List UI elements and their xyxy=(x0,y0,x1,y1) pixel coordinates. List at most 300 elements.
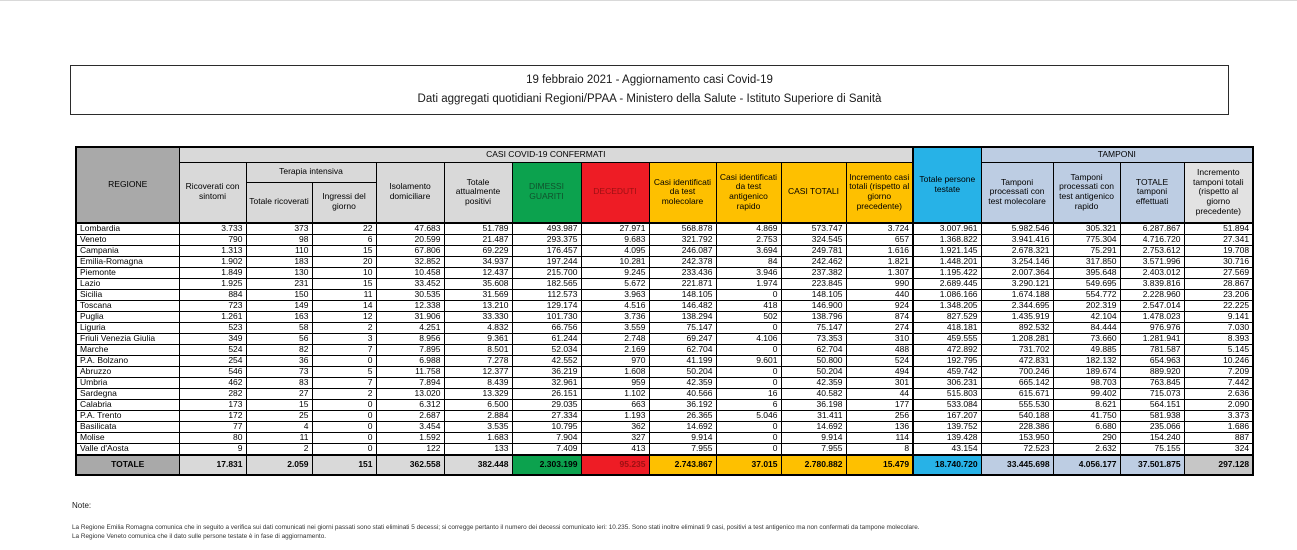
value-cell: 7.955 xyxy=(781,443,846,454)
value-cell: 11 xyxy=(246,432,312,443)
col-header-ricoverati-con-sintomi: Ricoverati con sintomi xyxy=(179,162,246,223)
value-cell: 0 xyxy=(312,355,376,366)
value-cell: 324.545 xyxy=(781,234,846,245)
value-cell: 56 xyxy=(246,333,312,344)
value-cell: 3.941.416 xyxy=(981,234,1053,245)
value-cell: 12.377 xyxy=(444,366,512,377)
value-cell: 3 xyxy=(312,333,376,344)
value-cell: 1.921.145 xyxy=(913,245,981,256)
value-cell: 20.599 xyxy=(376,234,444,245)
value-cell: 8.393 xyxy=(1184,333,1253,344)
value-cell: 139.752 xyxy=(913,421,981,432)
value-cell: 1.435.919 xyxy=(981,311,1053,322)
value-cell: 990 xyxy=(846,278,913,289)
value-cell: 306.231 xyxy=(913,377,981,388)
region-name-cell: Sicilia xyxy=(76,289,179,300)
table-row xyxy=(76,377,1253,388)
value-cell: 472.831 xyxy=(981,355,1053,366)
value-cell: 3.963 xyxy=(581,289,649,300)
value-cell: 136 xyxy=(846,421,913,432)
value-cell: 2 xyxy=(246,443,312,454)
value-cell: 43.154 xyxy=(913,443,981,454)
value-cell: 10.281 xyxy=(581,256,649,267)
value-cell: 1.902 xyxy=(179,256,246,267)
value-cell: 80 xyxy=(179,432,246,443)
value-cell: 27.341 xyxy=(1184,234,1253,245)
value-cell: 25 xyxy=(246,410,312,421)
value-cell: 149 xyxy=(246,300,312,311)
value-cell: 413 xyxy=(581,443,649,454)
value-cell: 657 xyxy=(846,234,913,245)
value-cell: 8.621 xyxy=(1053,399,1120,410)
value-cell: 1.313 xyxy=(179,245,246,256)
value-cell: 8.956 xyxy=(376,333,444,344)
value-cell: 154.240 xyxy=(1120,432,1184,443)
value-cell: 889.920 xyxy=(1120,366,1184,377)
value-cell: 148.105 xyxy=(781,289,846,300)
value-cell: 163 xyxy=(246,311,312,322)
value-cell: 2.403.012 xyxy=(1120,267,1184,278)
value-cell: 114 xyxy=(846,432,913,443)
region-name-cell: Calabria xyxy=(76,399,179,410)
value-cell: 5.672 xyxy=(581,278,649,289)
value-cell: 274 xyxy=(846,322,913,333)
region-name-cell: Emilia-Romagna xyxy=(76,256,179,267)
value-cell: 502 xyxy=(716,311,781,322)
value-cell: 1.683 xyxy=(444,432,512,443)
value-cell: 62.704 xyxy=(781,344,846,355)
table-row xyxy=(76,421,1253,432)
value-cell: 9.601 xyxy=(716,355,781,366)
value-cell: 72.523 xyxy=(981,443,1053,454)
value-cell: 47.683 xyxy=(376,223,444,234)
value-cell: 202.319 xyxy=(1053,300,1120,311)
total-value-cell: 362.558 xyxy=(376,455,444,475)
value-cell: 3.007.961 xyxy=(913,223,981,234)
value-cell: 1.849 xyxy=(179,267,246,278)
value-cell: 3.454 xyxy=(376,421,444,432)
value-cell: 494 xyxy=(846,366,913,377)
value-cell: 32.852 xyxy=(376,256,444,267)
value-cell: 150 xyxy=(246,289,312,300)
value-cell: 41.199 xyxy=(649,355,716,366)
value-cell: 5 xyxy=(312,366,376,377)
value-cell: 472.892 xyxy=(913,344,981,355)
total-value-cell: 95.235 xyxy=(581,455,649,475)
value-cell: 2.007.364 xyxy=(981,267,1053,278)
banner-row xyxy=(76,147,1253,162)
note-line: La Regione Emilia Romagna comunica che in seguito a verifica sui dati comunicati nei giorni passati sono stati eliminati 5 decessi; si corregge pertanto il numero dei decessi comunicato ieri: 10.235. Sono stati inoltre eliminati 9 casi, positivi a test antigenico ma non confermati da tampone molecolare. xyxy=(72,524,920,531)
value-cell: 8.439 xyxy=(444,377,512,388)
value-cell: 1.616 xyxy=(846,245,913,256)
banner-casi-confermati: CASI COVID-19 CONFERMATI xyxy=(179,147,913,162)
value-cell: 546 xyxy=(179,366,246,377)
value-cell: 237.382 xyxy=(781,267,846,278)
value-cell: 12.437 xyxy=(444,267,512,278)
value-cell: 44 xyxy=(846,388,913,399)
value-cell: 12 xyxy=(312,311,376,322)
value-cell: 6 xyxy=(716,399,781,410)
value-cell: 84 xyxy=(716,256,781,267)
col-header-tamponi-antigenico: Tamponi processati con test antigenico rapido xyxy=(1053,162,1120,223)
value-cell: 99.402 xyxy=(1053,388,1120,399)
value-cell: 15 xyxy=(312,278,376,289)
value-cell: 9.141 xyxy=(1184,311,1253,322)
col-header-incremento-casi: Incremento casi totali (rispetto al giorno precedente) xyxy=(846,162,913,223)
value-cell: 35.608 xyxy=(444,278,512,289)
region-name-cell: Puglia xyxy=(76,311,179,322)
value-cell: 1.821 xyxy=(846,256,913,267)
notes-section xyxy=(72,501,1252,541)
value-cell: 327 xyxy=(581,432,649,443)
value-cell: 0 xyxy=(312,432,376,443)
value-cell: 36.198 xyxy=(781,399,846,410)
value-cell: 515.803 xyxy=(913,388,981,399)
value-cell: 1.208.281 xyxy=(981,333,1053,344)
value-cell: 129.174 xyxy=(512,300,581,311)
total-value-cell: 4.056.177 xyxy=(1053,455,1120,475)
value-cell: 2 xyxy=(312,388,376,399)
total-value-cell: 382.448 xyxy=(444,455,512,475)
value-cell: 146.900 xyxy=(781,300,846,311)
value-cell: 7 xyxy=(312,344,376,355)
value-cell: 6 xyxy=(312,234,376,245)
value-cell: 615.671 xyxy=(981,388,1053,399)
value-cell: 4.106 xyxy=(716,333,781,344)
value-cell: 2.689.445 xyxy=(913,278,981,289)
value-cell: 317.850 xyxy=(1053,256,1120,267)
value-cell: 75.291 xyxy=(1053,245,1120,256)
value-cell: 33.452 xyxy=(376,278,444,289)
value-cell: 3.946 xyxy=(716,267,781,278)
table-row xyxy=(76,267,1253,278)
value-cell: 10.246 xyxy=(1184,355,1253,366)
value-cell: 84.444 xyxy=(1053,322,1120,333)
value-cell: 42.359 xyxy=(781,377,846,388)
value-cell: 1.925 xyxy=(179,278,246,289)
col-header-tamponi-molecolare: Tamponi processati con test molecolare xyxy=(981,162,1053,223)
value-cell: 459.555 xyxy=(913,333,981,344)
value-cell: 77 xyxy=(179,421,246,432)
table-row xyxy=(76,322,1253,333)
value-cell: 177 xyxy=(846,399,913,410)
value-cell: 1.281.941 xyxy=(1120,333,1184,344)
value-cell: 233.436 xyxy=(649,267,716,278)
total-value-cell: 297.128 xyxy=(1184,455,1253,475)
value-cell: 112.573 xyxy=(512,289,581,300)
value-cell: 12.338 xyxy=(376,300,444,311)
value-cell: 69.247 xyxy=(649,333,716,344)
value-cell: 4 xyxy=(246,421,312,432)
value-cell: 7.409 xyxy=(512,443,581,454)
value-cell: 40.582 xyxy=(781,388,846,399)
value-cell: 3.571.996 xyxy=(1120,256,1184,267)
report-subtitle: Dati aggregati quotidiani Regioni/PPAA - Ministero della Salute - Istituto Superiore di Sanità xyxy=(417,93,882,105)
region-name-cell: Friuli Venezia Giulia xyxy=(76,333,179,344)
value-cell: 133 xyxy=(444,443,512,454)
value-cell: 2.678.321 xyxy=(981,245,1053,256)
value-cell: 554.772 xyxy=(1053,289,1120,300)
value-cell: 51.789 xyxy=(444,223,512,234)
value-cell: 1.686 xyxy=(1184,421,1253,432)
total-value-cell: 37.501.875 xyxy=(1120,455,1184,475)
value-cell: 73 xyxy=(246,366,312,377)
table-row xyxy=(76,245,1253,256)
value-cell: 75.155 xyxy=(1120,443,1184,454)
value-cell: 2.090 xyxy=(1184,399,1253,410)
table-row xyxy=(76,311,1253,322)
value-cell: 182.565 xyxy=(512,278,581,289)
value-cell: 73.353 xyxy=(781,333,846,344)
value-cell: 2.636 xyxy=(1184,388,1253,399)
value-cell: 715.073 xyxy=(1120,388,1184,399)
value-cell: 14.692 xyxy=(649,421,716,432)
value-cell: 827.529 xyxy=(913,311,981,322)
value-cell: 167.207 xyxy=(913,410,981,421)
value-cell: 6.988 xyxy=(376,355,444,366)
col-header-casi-test-antigenico: Casi identificati da test antigenico rapido xyxy=(716,162,781,223)
value-cell: 52.034 xyxy=(512,344,581,355)
value-cell: 1.368.822 xyxy=(913,234,981,245)
value-cell: 98 xyxy=(246,234,312,245)
col-header-regione: REGIONE xyxy=(76,147,179,223)
value-cell: 665.142 xyxy=(981,377,1053,388)
value-cell: 2.344.695 xyxy=(981,300,1053,311)
value-cell: 40.566 xyxy=(649,388,716,399)
region-name-cell: P.A. Trento xyxy=(76,410,179,421)
region-name-cell: Liguria xyxy=(76,322,179,333)
value-cell: 1.195.422 xyxy=(913,267,981,278)
total-value-cell: 2.780.882 xyxy=(781,455,846,475)
value-cell: 663 xyxy=(581,399,649,410)
value-cell: 5.145 xyxy=(1184,344,1253,355)
value-cell: 0 xyxy=(716,344,781,355)
value-cell: 31.411 xyxy=(781,410,846,421)
region-name-cell: Umbria xyxy=(76,377,179,388)
value-cell: 189.674 xyxy=(1053,366,1120,377)
value-cell: 0 xyxy=(312,421,376,432)
value-cell: 215.700 xyxy=(512,267,581,278)
value-cell: 73.660 xyxy=(1053,333,1120,344)
value-cell: 290 xyxy=(1053,432,1120,443)
value-cell: 1.674.188 xyxy=(981,289,1053,300)
value-cell: 293.375 xyxy=(512,234,581,245)
value-cell: 101.730 xyxy=(512,311,581,322)
value-cell: 153.950 xyxy=(981,432,1053,443)
value-cell: 7.278 xyxy=(444,355,512,366)
table-row xyxy=(76,234,1253,245)
value-cell: 2.753 xyxy=(716,234,781,245)
value-cell: 763.845 xyxy=(1120,377,1184,388)
col-header-ingressi-del-giorno: Ingressi del giorno xyxy=(312,182,376,223)
value-cell: 192.795 xyxy=(913,355,981,366)
value-cell: 62.704 xyxy=(649,344,716,355)
value-cell: 235.066 xyxy=(1120,421,1184,432)
value-cell: 23.206 xyxy=(1184,289,1253,300)
total-value-cell: 151 xyxy=(312,455,376,475)
value-cell: 51.894 xyxy=(1184,223,1253,234)
region-name-cell: Basilicata xyxy=(76,421,179,432)
value-cell: 1.307 xyxy=(846,267,913,278)
value-cell: 775.304 xyxy=(1053,234,1120,245)
value-cell: 130 xyxy=(246,267,312,278)
value-cell: 549.695 xyxy=(1053,278,1120,289)
value-cell: 27 xyxy=(246,388,312,399)
value-cell: 256 xyxy=(846,410,913,421)
value-cell: 148.105 xyxy=(649,289,716,300)
value-cell: 700.246 xyxy=(981,366,1053,377)
value-cell: 540.188 xyxy=(981,410,1053,421)
region-name-cell: Lazio xyxy=(76,278,179,289)
value-cell: 301 xyxy=(846,377,913,388)
value-cell: 231 xyxy=(246,278,312,289)
value-cell: 36.219 xyxy=(512,366,581,377)
report-title: 19 febbraio 2021 - Aggiornamento casi Covid-19 xyxy=(526,74,773,86)
value-cell: 223.845 xyxy=(781,278,846,289)
value-cell: 221.871 xyxy=(649,278,716,289)
value-cell: 0 xyxy=(716,366,781,377)
value-cell: 75.147 xyxy=(781,322,846,333)
value-cell: 10.458 xyxy=(376,267,444,278)
region-name-cell: Lombardia xyxy=(76,223,179,234)
value-cell: 723 xyxy=(179,300,246,311)
value-cell: 7.442 xyxy=(1184,377,1253,388)
region-name-cell: Toscana xyxy=(76,300,179,311)
value-cell: 254 xyxy=(179,355,246,366)
table-row xyxy=(76,399,1253,410)
value-cell: 122 xyxy=(376,443,444,454)
value-cell: 146.482 xyxy=(649,300,716,311)
value-cell: 0 xyxy=(716,443,781,454)
value-cell: 2 xyxy=(312,322,376,333)
region-name-cell: Sardegna xyxy=(76,388,179,399)
value-cell: 1.448.201 xyxy=(913,256,981,267)
value-cell: 6.287.867 xyxy=(1120,223,1184,234)
value-cell: 9.914 xyxy=(781,432,846,443)
value-cell: 418 xyxy=(716,300,781,311)
value-cell: 16 xyxy=(716,388,781,399)
value-cell: 4.869 xyxy=(716,223,781,234)
report-title-box xyxy=(70,65,1229,115)
value-cell: 781.587 xyxy=(1120,344,1184,355)
value-cell: 1.193 xyxy=(581,410,649,421)
col-header-totale-tamponi: TOTALE tamponi effettuati xyxy=(1120,162,1184,223)
value-cell: 36 xyxy=(246,355,312,366)
value-cell: 1.974 xyxy=(716,278,781,289)
value-cell: 790 xyxy=(179,234,246,245)
value-cell: 69.229 xyxy=(444,245,512,256)
col-header-deceduti: DECEDUTI xyxy=(581,162,649,223)
table-row xyxy=(76,410,1253,421)
value-cell: 970 xyxy=(581,355,649,366)
value-cell: 884 xyxy=(179,289,246,300)
value-cell: 29.035 xyxy=(512,399,581,410)
value-cell: 1.608 xyxy=(581,366,649,377)
total-value-cell: 33.445.698 xyxy=(981,455,1053,475)
value-cell: 321.792 xyxy=(649,234,716,245)
value-cell: 0 xyxy=(716,289,781,300)
value-cell: 42.552 xyxy=(512,355,581,366)
value-cell: 0 xyxy=(716,322,781,333)
value-cell: 139.428 xyxy=(913,432,981,443)
value-cell: 182.132 xyxy=(1053,355,1120,366)
value-cell: 1.592 xyxy=(376,432,444,443)
value-cell: 42.359 xyxy=(649,377,716,388)
table-row xyxy=(76,388,1253,399)
value-cell: 98.703 xyxy=(1053,377,1120,388)
total-value-cell: 2.743.867 xyxy=(649,455,716,475)
value-cell: 874 xyxy=(846,311,913,322)
value-cell: 26.151 xyxy=(512,388,581,399)
value-cell: 9.683 xyxy=(581,234,649,245)
region-name-cell: Campania xyxy=(76,245,179,256)
header-row-groups xyxy=(76,162,1253,182)
region-name-cell: Molise xyxy=(76,432,179,443)
value-cell: 14 xyxy=(312,300,376,311)
value-cell: 138.294 xyxy=(649,311,716,322)
notes-heading: Note: xyxy=(72,501,92,510)
value-cell: 75.147 xyxy=(649,322,716,333)
table-row xyxy=(76,344,1253,355)
table-row xyxy=(76,256,1253,267)
value-cell: 2.753.612 xyxy=(1120,245,1184,256)
value-cell: 976.976 xyxy=(1120,322,1184,333)
value-cell: 3.733 xyxy=(179,223,246,234)
value-cell: 887 xyxy=(1184,432,1253,443)
value-cell: 1.261 xyxy=(179,311,246,322)
value-cell: 50.800 xyxy=(781,355,846,366)
table-row xyxy=(76,300,1253,311)
value-cell: 34.937 xyxy=(444,256,512,267)
value-cell: 183 xyxy=(246,256,312,267)
col-header-terapia-intensiva: Terapia intensiva xyxy=(246,162,376,182)
value-cell: 173 xyxy=(179,399,246,410)
col-header-totale-ricoverati: Totale ricoverati xyxy=(246,182,312,223)
value-cell: 26.365 xyxy=(649,410,716,421)
total-label-cell: TOTALE xyxy=(76,455,179,475)
value-cell: 654.963 xyxy=(1120,355,1184,366)
value-cell: 362 xyxy=(581,421,649,432)
value-cell: 581.938 xyxy=(1120,410,1184,421)
value-cell: 6.680 xyxy=(1053,421,1120,432)
value-cell: 3.290.121 xyxy=(981,278,1053,289)
value-cell: 2.884 xyxy=(444,410,512,421)
value-cell: 6.500 xyxy=(444,399,512,410)
value-cell: 6.312 xyxy=(376,399,444,410)
value-cell: 3.724 xyxy=(846,223,913,234)
value-cell: 924 xyxy=(846,300,913,311)
total-value-cell: 18.740.720 xyxy=(913,455,981,475)
value-cell: 0 xyxy=(716,421,781,432)
value-cell: 32.961 xyxy=(512,377,581,388)
table-row xyxy=(76,289,1253,300)
value-cell: 7.895 xyxy=(376,344,444,355)
value-cell: 66.756 xyxy=(512,322,581,333)
value-cell: 0 xyxy=(312,410,376,421)
value-cell: 8.501 xyxy=(444,344,512,355)
value-cell: 9 xyxy=(179,443,246,454)
value-cell: 2.228.960 xyxy=(1120,289,1184,300)
value-cell: 4.832 xyxy=(444,322,512,333)
covid-data-table xyxy=(75,146,1254,476)
region-name-cell: Marche xyxy=(76,344,179,355)
total-row xyxy=(76,455,1253,475)
value-cell: 418.181 xyxy=(913,322,981,333)
value-cell: 488 xyxy=(846,344,913,355)
total-value-cell: 37.015 xyxy=(716,455,781,475)
value-cell: 8 xyxy=(846,443,913,454)
value-cell: 3.736 xyxy=(581,311,649,322)
